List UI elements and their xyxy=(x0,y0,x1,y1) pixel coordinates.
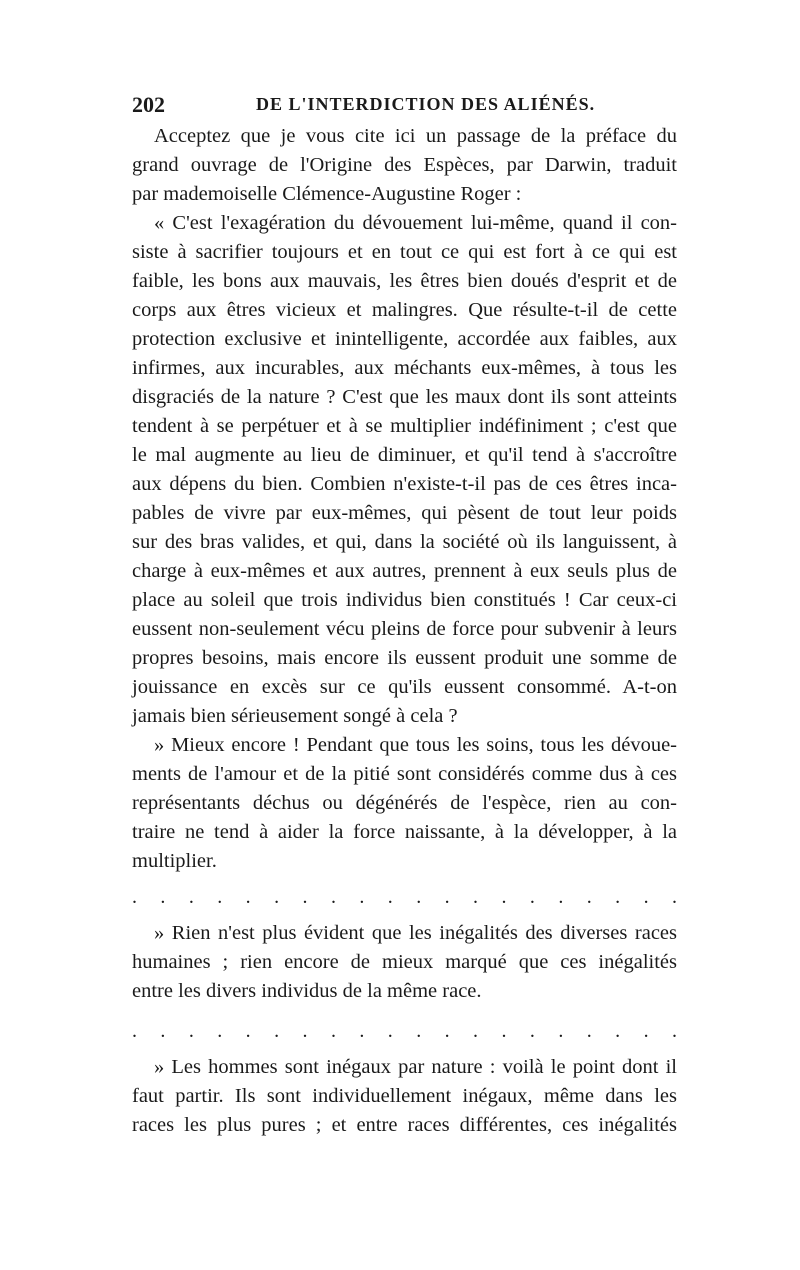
text-line: ments de l'amour et de la pitié sont considérés comme dus à ces xyxy=(132,763,677,785)
text-line: sur des bras valides, et qui, dans la société où ils languissent, à xyxy=(132,531,677,553)
text-line: disgraciés de la nature ? C'est que les maux dont ils sont atteints xyxy=(132,386,677,408)
text-line: » Rien n'est plus évident que les inégalités des diverses races xyxy=(154,922,677,944)
running-title: DE L'INTERDICTION DES ALIÉNÉS. xyxy=(256,94,596,114)
text-line: jamais bien sérieusement songé à cela ? xyxy=(132,705,458,727)
text-line: » Les hommes sont inégaux par nature : voilà le point dont il xyxy=(154,1056,677,1078)
text-line: protection exclusive et inintelligente, accordée aux faibles, aux xyxy=(132,328,677,350)
text-line: place au soleil que trois individus bien constitués ! Car ceux-ci xyxy=(132,589,677,611)
text-line: faut partir. Ils sont individuellement inégaux, même dans les xyxy=(132,1085,677,1107)
page-body xyxy=(132,122,677,1140)
page-number: 202 xyxy=(132,92,165,117)
text-line: infirmes, aux incurables, aux méchants eux-mêmes, à tous les xyxy=(132,357,677,379)
paragraph-4 xyxy=(132,919,677,1006)
text-line: propres besoins, mais encore ils eussent produit une somme de xyxy=(132,647,677,669)
text-line: races les plus pures ; et entre races différentes, ces inégalités xyxy=(132,1114,677,1136)
paragraph-3 xyxy=(132,731,677,876)
text-line: entre les divers individus de la même race. xyxy=(132,980,482,1002)
text-line: traire ne tend à aider la force naissante, à la développer, à la xyxy=(132,821,677,843)
text-line: corps aux êtres vicieux et malingres. Que résulte-t-il de cette xyxy=(132,299,677,321)
text-line: jouissance en excès sur ce qu'ils eussent consommé. A-t-on xyxy=(132,676,677,698)
text-line: aux dépens du bien. Combien n'existe-t-il pas de ces êtres inca- xyxy=(132,473,677,495)
paragraph-2 xyxy=(132,209,677,731)
text-line: « C'est l'exagération du dévouement lui-même, quand il con- xyxy=(154,212,677,234)
text-line: représentants déchus ou dégénérés de l'espèce, rien au con- xyxy=(132,792,677,814)
text-line: le mal augmente au lieu de diminuer, et qu'il tend à s'accroître xyxy=(132,444,677,466)
text-line: siste à sacrifier toujours et en tout ce qui est fort à ce qui est xyxy=(132,241,677,263)
text-line: humaines ; rien encore de mieux marqué que ces inégalités xyxy=(132,951,677,973)
text-line: grand ouvrage de l'Origine des Espèces, par Darwin, traduit xyxy=(132,154,677,176)
text-line: pables de vivre par eux-mêmes, qui pèsent de tout leur poids xyxy=(132,502,677,524)
paragraph-1 xyxy=(132,122,677,209)
text-line: tendent à se perpétuer et à se multiplier indéfiniment ; c'est que xyxy=(132,415,677,437)
ellipsis-separator: . . . . . . . . . . . . . . . . . . . . xyxy=(132,886,677,908)
text-line: eussent non-seulement vécu pleins de force pour subvenir à leurs xyxy=(132,618,677,640)
paragraph-5 xyxy=(132,1053,677,1140)
text-line: Acceptez que je vous cite ici un passage de la préface du xyxy=(154,125,677,147)
text-line: » Mieux encore ! Pendant que tous les soins, tous les dévoue- xyxy=(154,734,677,756)
text-line: par mademoiselle Clémence-Augustine Roger : xyxy=(132,183,522,205)
text-line: faible, les bons aux mauvais, les êtres bien doués d'esprit et de xyxy=(132,270,677,292)
text-line: charge à eux-mêmes et aux autres, prennent à eux seuls plus de xyxy=(132,560,677,582)
page-header xyxy=(132,92,677,122)
ellipsis-separator: . . . . . . . . . . . . . . . . . . . . xyxy=(132,1020,677,1042)
text-line: multiplier. xyxy=(132,850,217,872)
